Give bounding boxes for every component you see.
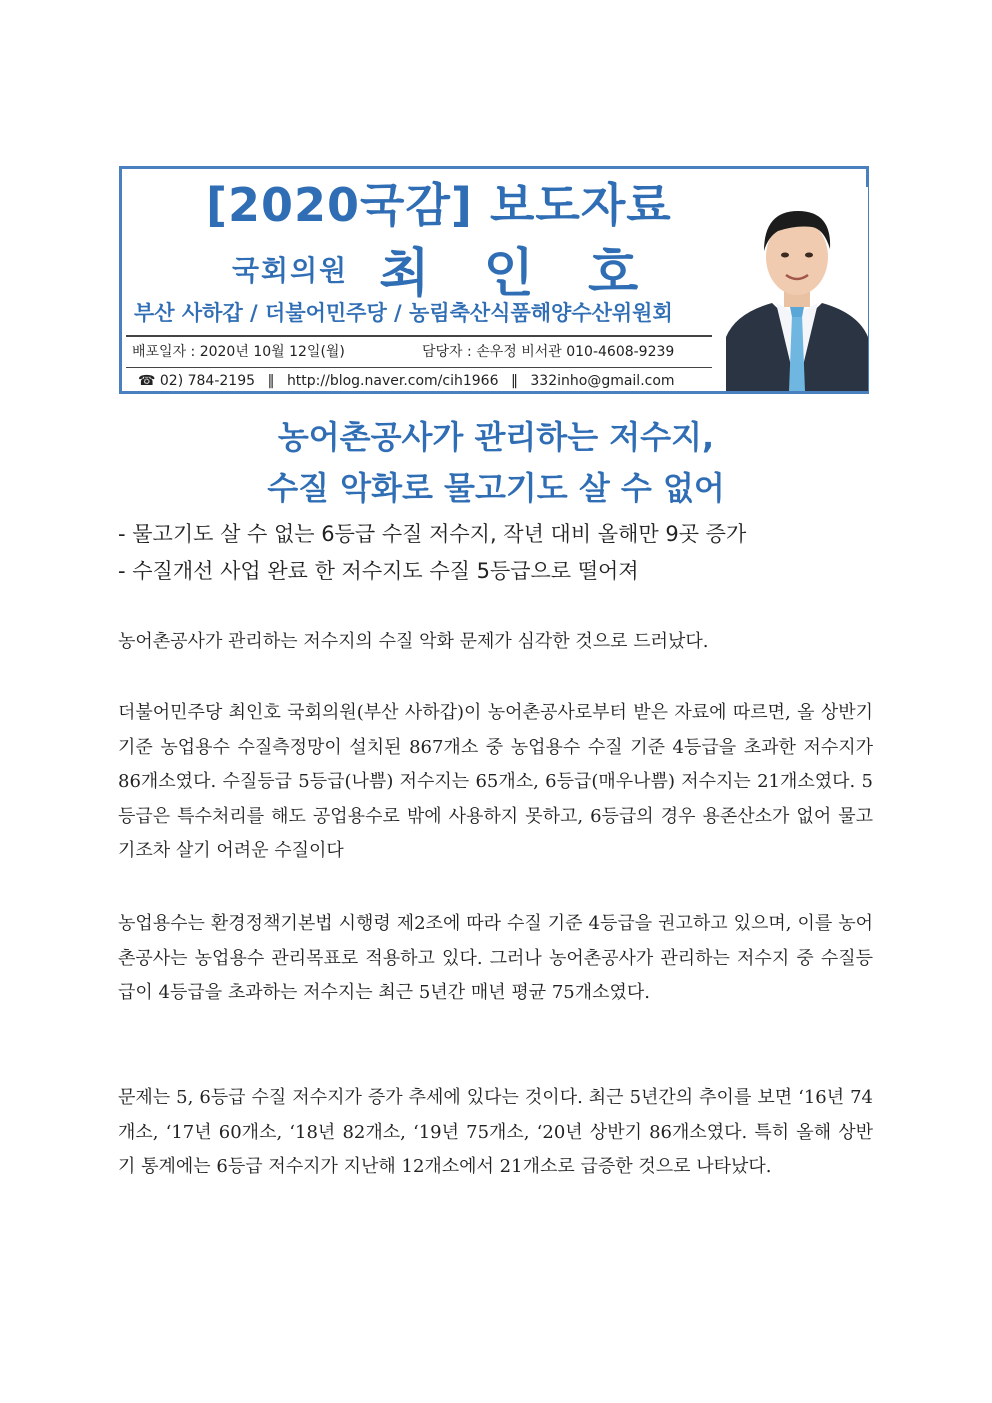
separator: ‖	[510, 373, 518, 389]
contact-row	[138, 373, 675, 389]
subpoint-1: - 물고기도 살 수 없는 6등급 수질 저수지, 작년 대비 올해만 9곳 증가	[118, 522, 747, 546]
portrait-illustration	[726, 187, 868, 391]
member-row	[232, 231, 657, 304]
affiliation: 부산 사하갑 / 더불어민주당 / 농림축산식품해양수산위원회	[134, 301, 673, 325]
press-release-title: [2020국감] 보도자료	[206, 178, 672, 232]
headline-line-1: 농어촌공사가 관리하는 저수지,	[277, 418, 715, 456]
press-release-header	[119, 166, 869, 394]
contact-person: 담당자 : 손우정 비서관 010-4608-9239	[422, 344, 675, 360]
distribution-date: 배포일자 : 2020년 10월 12일(월)	[132, 344, 345, 360]
body-paragraph-4: 문제는 5, 6등급 수질 저수지가 증가 추세에 있다는 것이다. 최근 5년간의 추이를 보면 ‘16년 74개소, ‘17년 60개소, ‘18년 82개소, ‘19년 75개소, ‘20년 상반기 86개소였다. 특히 올해 상반기 통계에는 6등급 저수지가 지난해 12개소에서 21개소로 급증한 것으로 나타났다.	[118, 1087, 873, 1177]
member-portrait	[726, 187, 868, 391]
subpoint-2: - 수질개선 사업 완료 한 저수지도 수질 5등급으로 떨어져	[118, 559, 639, 583]
separator: ‖	[267, 373, 275, 389]
body-paragraph-2: 더불어민주당 최인호 국회의원(부산 사하갑)이 농어촌공사로부터 받은 자료에 따르면, 올 상반기 기준 농업용수 수질측정망이 설치된 867개소 중 농업용수 수질 기준 4등급을 초과한 저수지가 86개소였다. 수질등급 5등급(나쁨) 저수지는 65개소, 6등급(매우나쁨) 저수지는 21개소였다. 5등급은 특수처리를 해도 공업용수로 밖에 사용하지 못하고, 6등급의 경우 용존산소가 없어 물고기조차 살기 어려운 수질이다	[118, 702, 873, 861]
email-link[interactable]: 332inho@gmail.com	[530, 373, 675, 389]
member-label: 국회의원	[232, 253, 349, 287]
body-paragraph-1: 농어촌공사가 관리하는 저수지의 수질 악화 문제가 심각한 것으로 드러났다.	[118, 631, 709, 652]
divider	[126, 367, 712, 368]
member-name: 최 인 호	[379, 244, 657, 304]
headline-line-2: 수질 악화로 물고기도 살 수 없어	[267, 469, 725, 507]
body-paragraph-3: 농업용수는 환경정책기본법 시행령 제2조에 따라 수질 기준 4등급을 권고하고 있으며, 이를 농어촌공사는 농업용수 관리목표로 적용하고 있다. 그러나 농어촌공사가 관리하는 저수지 중 수질등급이 4등급을 초과하는 저수지는 최근 5년간 매년 평균 75개소였다.	[118, 913, 873, 1003]
blog-link[interactable]: http://blog.naver.com/cih1966	[286, 373, 499, 389]
distribution-info	[132, 341, 712, 361]
phone-number: ☎ 02) 784-2195	[138, 373, 256, 389]
divider	[126, 335, 712, 337]
